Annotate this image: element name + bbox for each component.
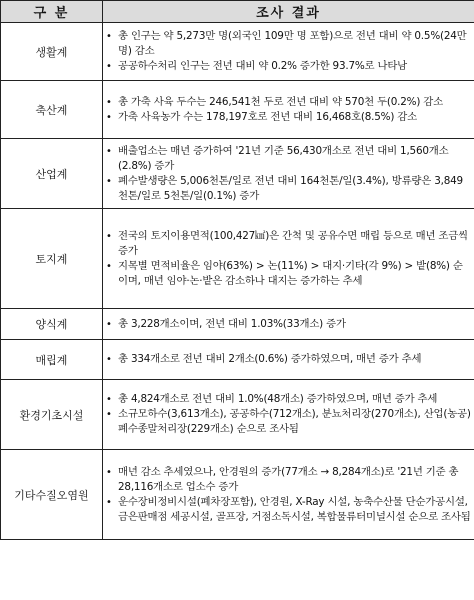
category-cell: 산업계 xyxy=(1,139,103,209)
list-item-text: 매년 감소 추세였으나, 안경원의 증가(77개소 → 8,284개소)로 '21년 기준 총 28,116개소로 업소수 증가 xyxy=(118,465,459,493)
result-list xyxy=(105,465,471,525)
table-row xyxy=(1,81,474,139)
bullet-icon: • xyxy=(106,230,112,242)
result-cell xyxy=(103,450,474,540)
result-list xyxy=(105,144,471,204)
list-item-text: 총 4,824개소로 전년 대비 1.0%(48개소) 증가하였으며, 매년 증가 추세 xyxy=(118,393,438,405)
result-cell xyxy=(103,23,474,81)
table-row xyxy=(1,340,474,380)
bullet-icon: • xyxy=(106,394,112,405)
list-item-text: 지목별 면적비율은 임야(63%) > 논(11%) > 대지·기타(각 9%) > 밭(8%) 순이며, 매년 임야·논·밭은 감소하나 대지는 증가하는 추세 xyxy=(118,259,463,287)
header-category: 구 분 xyxy=(1,1,103,23)
result-list xyxy=(105,95,471,125)
table-body xyxy=(1,23,474,540)
bullet-icon: • xyxy=(106,61,112,72)
table-row xyxy=(1,209,474,309)
list-item-text: 전국의 토지이용면적(100,427㎢)은 간척 및 공유수면 매립 등으로 매년 조금씩 증가 xyxy=(118,229,468,257)
bullet-icon: • xyxy=(106,318,112,330)
list-item-text: 가축 사육농가 수는 178,197호로 전년 대비 16,468호(8.5%) 감소 xyxy=(118,110,417,123)
category-cell: 매립계 xyxy=(1,340,103,380)
list-item-text: 운수장비정비시설(폐차장포함), 안경원, X-Ray 시설, 농축수산물 단순가공시설, 금은판매점 세공시설, 골프장, 거점소독시설, 복합물류터미널시설 순으로 조사됨 xyxy=(118,495,471,523)
list-item xyxy=(105,110,471,125)
bullet-icon: • xyxy=(106,96,112,108)
bullet-icon: • xyxy=(106,496,112,508)
table-header-row xyxy=(1,1,474,23)
result-cell xyxy=(103,139,474,209)
bullet-icon: • xyxy=(106,354,112,365)
bullet-icon: • xyxy=(106,175,112,187)
result-list xyxy=(105,229,471,289)
header-results: 조사 결과 xyxy=(103,1,474,23)
category-cell: 토지계 xyxy=(1,209,103,309)
result-cell xyxy=(103,81,474,139)
table-row xyxy=(1,309,474,340)
list-item-text: 소규모하수(3,613개소), 공공하수(712개소), 분뇨처리장(270개소), 산업(농공)폐수종말처리장(229개소) 순으로 조사됨 xyxy=(118,408,471,435)
list-item-text: 배출업소는 매년 증가하여 '21년 기준 56,430개소로 전년 대비 1,560개소(2.8%) 증가 xyxy=(118,144,449,172)
bullet-icon: • xyxy=(106,145,112,157)
list-item-text: 총 인구는 약 5,273만 명(외국인 109만 명 포함)으로 전년 대비 약 0.5%(24만 명) 감소 xyxy=(118,30,467,57)
list-item xyxy=(105,352,471,367)
list-item xyxy=(105,95,471,110)
list-item xyxy=(105,392,471,407)
list-item-text: 공공하수처리 인구는 전년 대비 약 0.2% 증가한 93.7%로 나타남 xyxy=(118,60,408,72)
list-item-text: 총 가축 사육 두수는 246,541천 두로 전년 대비 약 570천 두(0.2%) 감소 xyxy=(118,95,443,108)
list-item xyxy=(105,465,471,495)
bullet-icon: • xyxy=(106,260,112,272)
bullet-icon: • xyxy=(106,466,112,478)
result-list xyxy=(105,392,471,437)
list-item xyxy=(105,29,471,59)
category-cell: 양식계 xyxy=(1,309,103,340)
list-item xyxy=(105,495,471,525)
result-cell xyxy=(103,340,474,380)
result-list xyxy=(105,317,471,332)
category-cell: 기타수질오염원 xyxy=(1,450,103,540)
list-item xyxy=(105,229,471,259)
list-item xyxy=(105,407,471,437)
list-item xyxy=(105,317,471,332)
category-cell: 생활계 xyxy=(1,23,103,81)
list-item xyxy=(105,174,471,204)
table-row xyxy=(1,450,474,540)
category-cell: 환경기초시설 xyxy=(1,380,103,450)
list-item-text: 총 334개소로 전년 대비 2개소(0.6%) 증가하였으며, 매년 증가 추세 xyxy=(118,353,422,365)
bullet-icon: • xyxy=(106,111,112,123)
result-cell xyxy=(103,209,474,309)
table-row xyxy=(1,23,474,81)
category-cell: 축산계 xyxy=(1,81,103,139)
list-item xyxy=(105,144,471,174)
result-cell xyxy=(103,309,474,340)
table-row xyxy=(1,139,474,209)
result-list xyxy=(105,29,471,74)
list-item-text: 폐수발생량은 5,006천톤/일로 전년 대비 164천톤/일(3.4%), 방류량은 3,849천톤/일로 5천톤/일(0.1%) 증가 xyxy=(118,174,463,202)
result-cell xyxy=(103,380,474,450)
list-item xyxy=(105,59,471,74)
bullet-icon: • xyxy=(106,31,112,42)
bullet-icon: • xyxy=(106,409,112,420)
list-item xyxy=(105,259,471,289)
list-item-text: 총 3,228개소이며, 전년 대비 1.03%(33개소) 증가 xyxy=(118,317,346,330)
table-row xyxy=(1,380,474,450)
result-list xyxy=(105,352,471,367)
